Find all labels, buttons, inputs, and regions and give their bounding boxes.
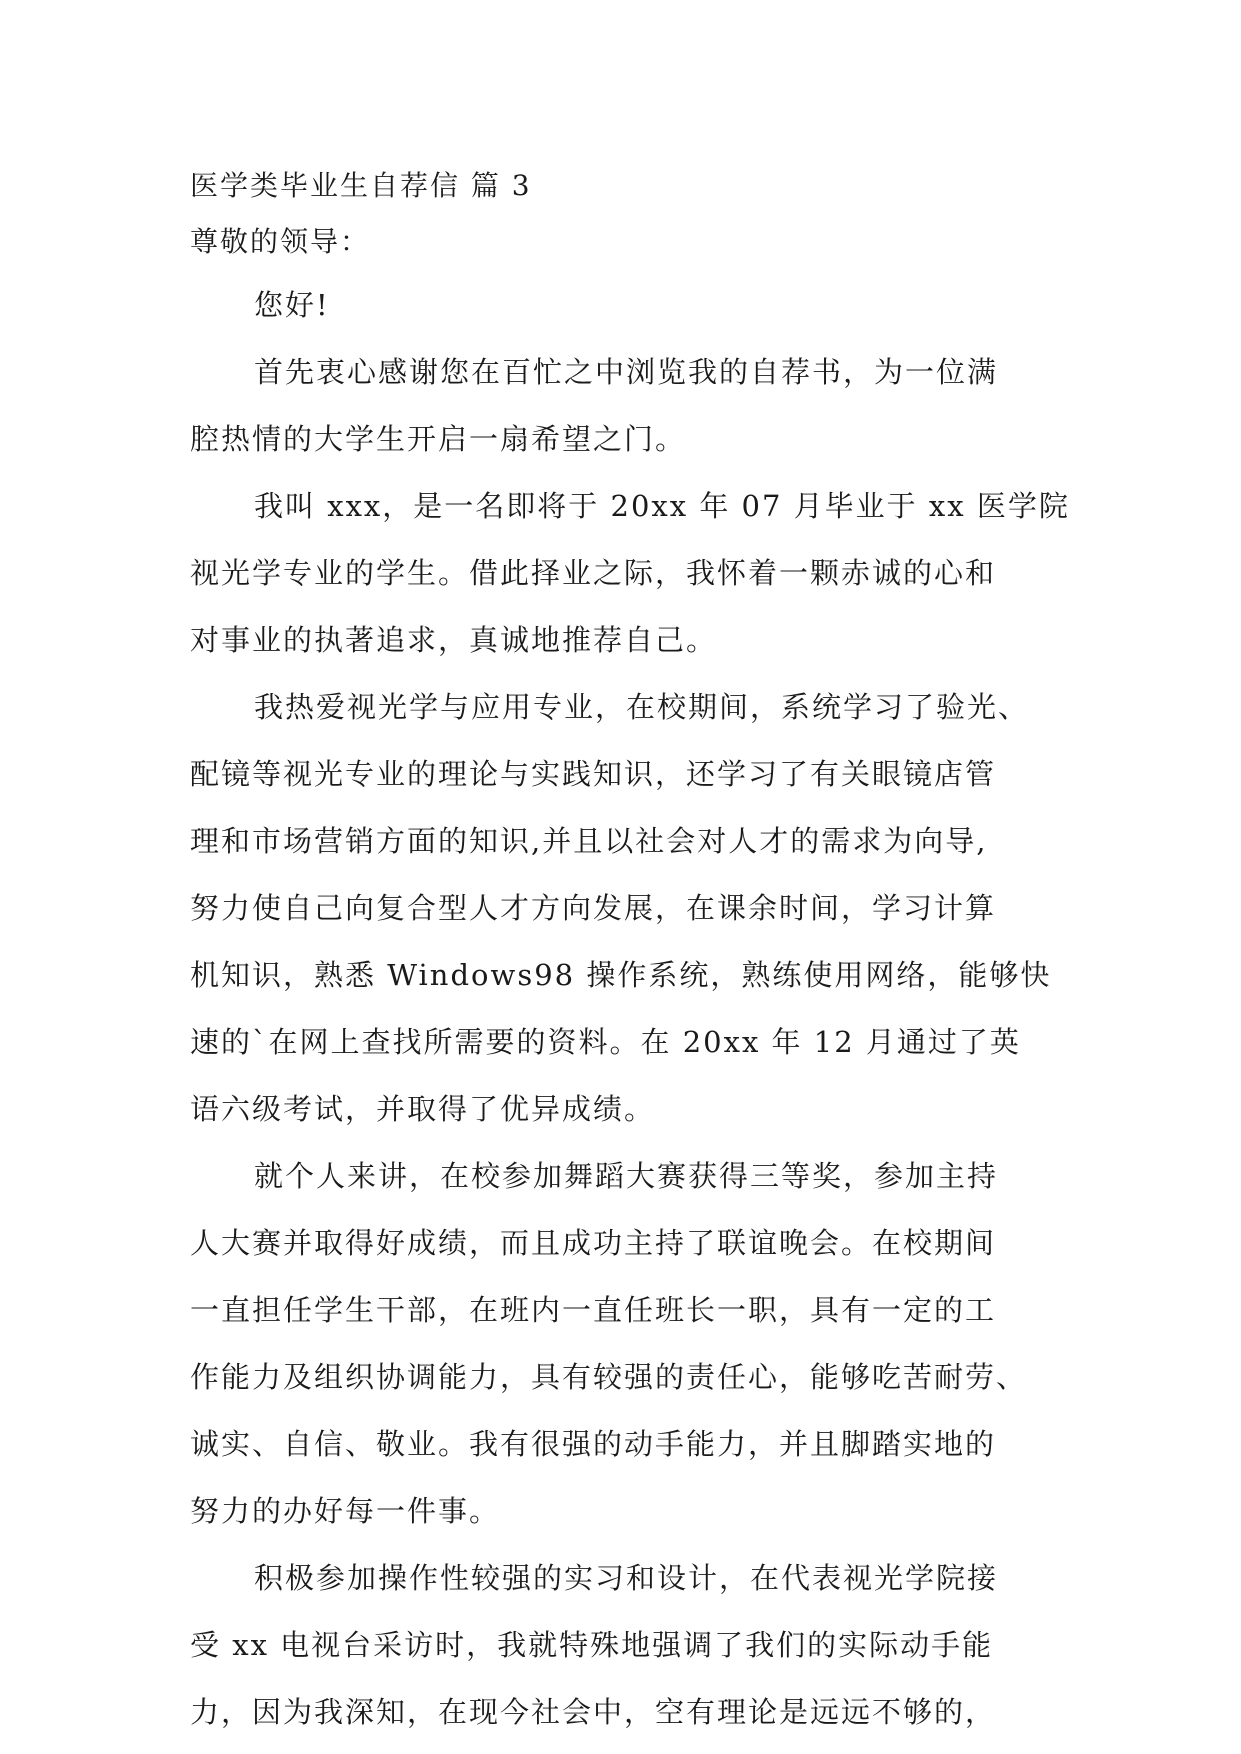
- paragraph-line: 理和市场营销方面的知识,并且以社会对人才的需求为向导,: [190, 824, 988, 858]
- paragraph-line: 就个人来讲，在校参加舞蹈大赛获得三等奖，参加主持: [254, 1159, 999, 1193]
- paragraph-line: 受 xx 电视台采访时，我就特殊地强调了我们的实际动手能: [190, 1628, 994, 1662]
- paragraph-line: 积极参加操作性较强的实习和设计，在代表视光学院接: [254, 1561, 999, 1595]
- paragraph-line: 作能力及组织协调能力，具有较强的责任心，能够吃苦耐劳、: [190, 1360, 1028, 1394]
- paragraph-line: 力，因为我深知，在现今社会中，空有理论是远远不够的，: [190, 1695, 997, 1729]
- document-page: [190, 158, 1070, 1746]
- paragraph-activities: [190, 1143, 1060, 1545]
- paragraph-line: 速的`在网上查找所需要的资料。在 20xx 年 12 月通过了英: [190, 1025, 1021, 1059]
- paragraph-line: 我热爱视光学与应用专业，在校期间，系统学习了验光、: [254, 690, 1030, 724]
- salutation: 尊敬的领导：: [190, 225, 371, 258]
- paragraph-studies: [190, 674, 1060, 1143]
- greeting: 您好!: [254, 288, 330, 322]
- paragraph-line: 语六级考试，并取得了优异成绩。: [190, 1092, 656, 1126]
- paragraph-line: 对事业的执著追求，真诚地推荐自己。: [190, 623, 718, 657]
- paragraph-line: 一直担任学生干部，在班内一直任班长一职，具有一定的工: [190, 1293, 997, 1327]
- paragraph-introduction: [190, 473, 1070, 674]
- paragraph-line: 配镜等视光专业的理论与实践知识，还学习了有关眼镜店管: [190, 757, 997, 791]
- paragraph-gratitude: [190, 339, 1060, 473]
- paragraph-line: 视光学专业的学生。借此择业之际，我怀着一颗赤诚的心和: [190, 556, 997, 590]
- paragraph-line: 诚实、自信、敬业。我有很强的动手能力，并且脚踏实地的: [190, 1427, 997, 1461]
- paragraph-line: 腔热情的大学生开启一扇希望之门。: [190, 422, 687, 456]
- document-title: 医学类毕业生自荐信 篇 3: [190, 169, 532, 202]
- paragraph-practice: [190, 1545, 1060, 1746]
- greeting-paragraph: [190, 272, 1060, 339]
- paragraph-line: 机知识，熟悉 Windows98 操作系统，熟练使用网络，能够快: [190, 958, 1052, 992]
- paragraph-line: 我叫 xxx，是一名即将于 20xx 年 07 月毕业于 xx 医学院: [254, 489, 1070, 523]
- paragraph-line: 努力的办好每一件事。: [190, 1494, 501, 1528]
- paragraph-line: 首先衷心感谢您在百忙之中浏览我的自荐书，为一位满: [254, 355, 999, 389]
- paragraph-line: 努力使自己向复合型人才方向发展，在课余时间，学习计算: [190, 891, 997, 925]
- paragraph-line: 人大赛并取得好成绩，而且成功主持了联谊晚会。在校期间: [190, 1226, 997, 1260]
